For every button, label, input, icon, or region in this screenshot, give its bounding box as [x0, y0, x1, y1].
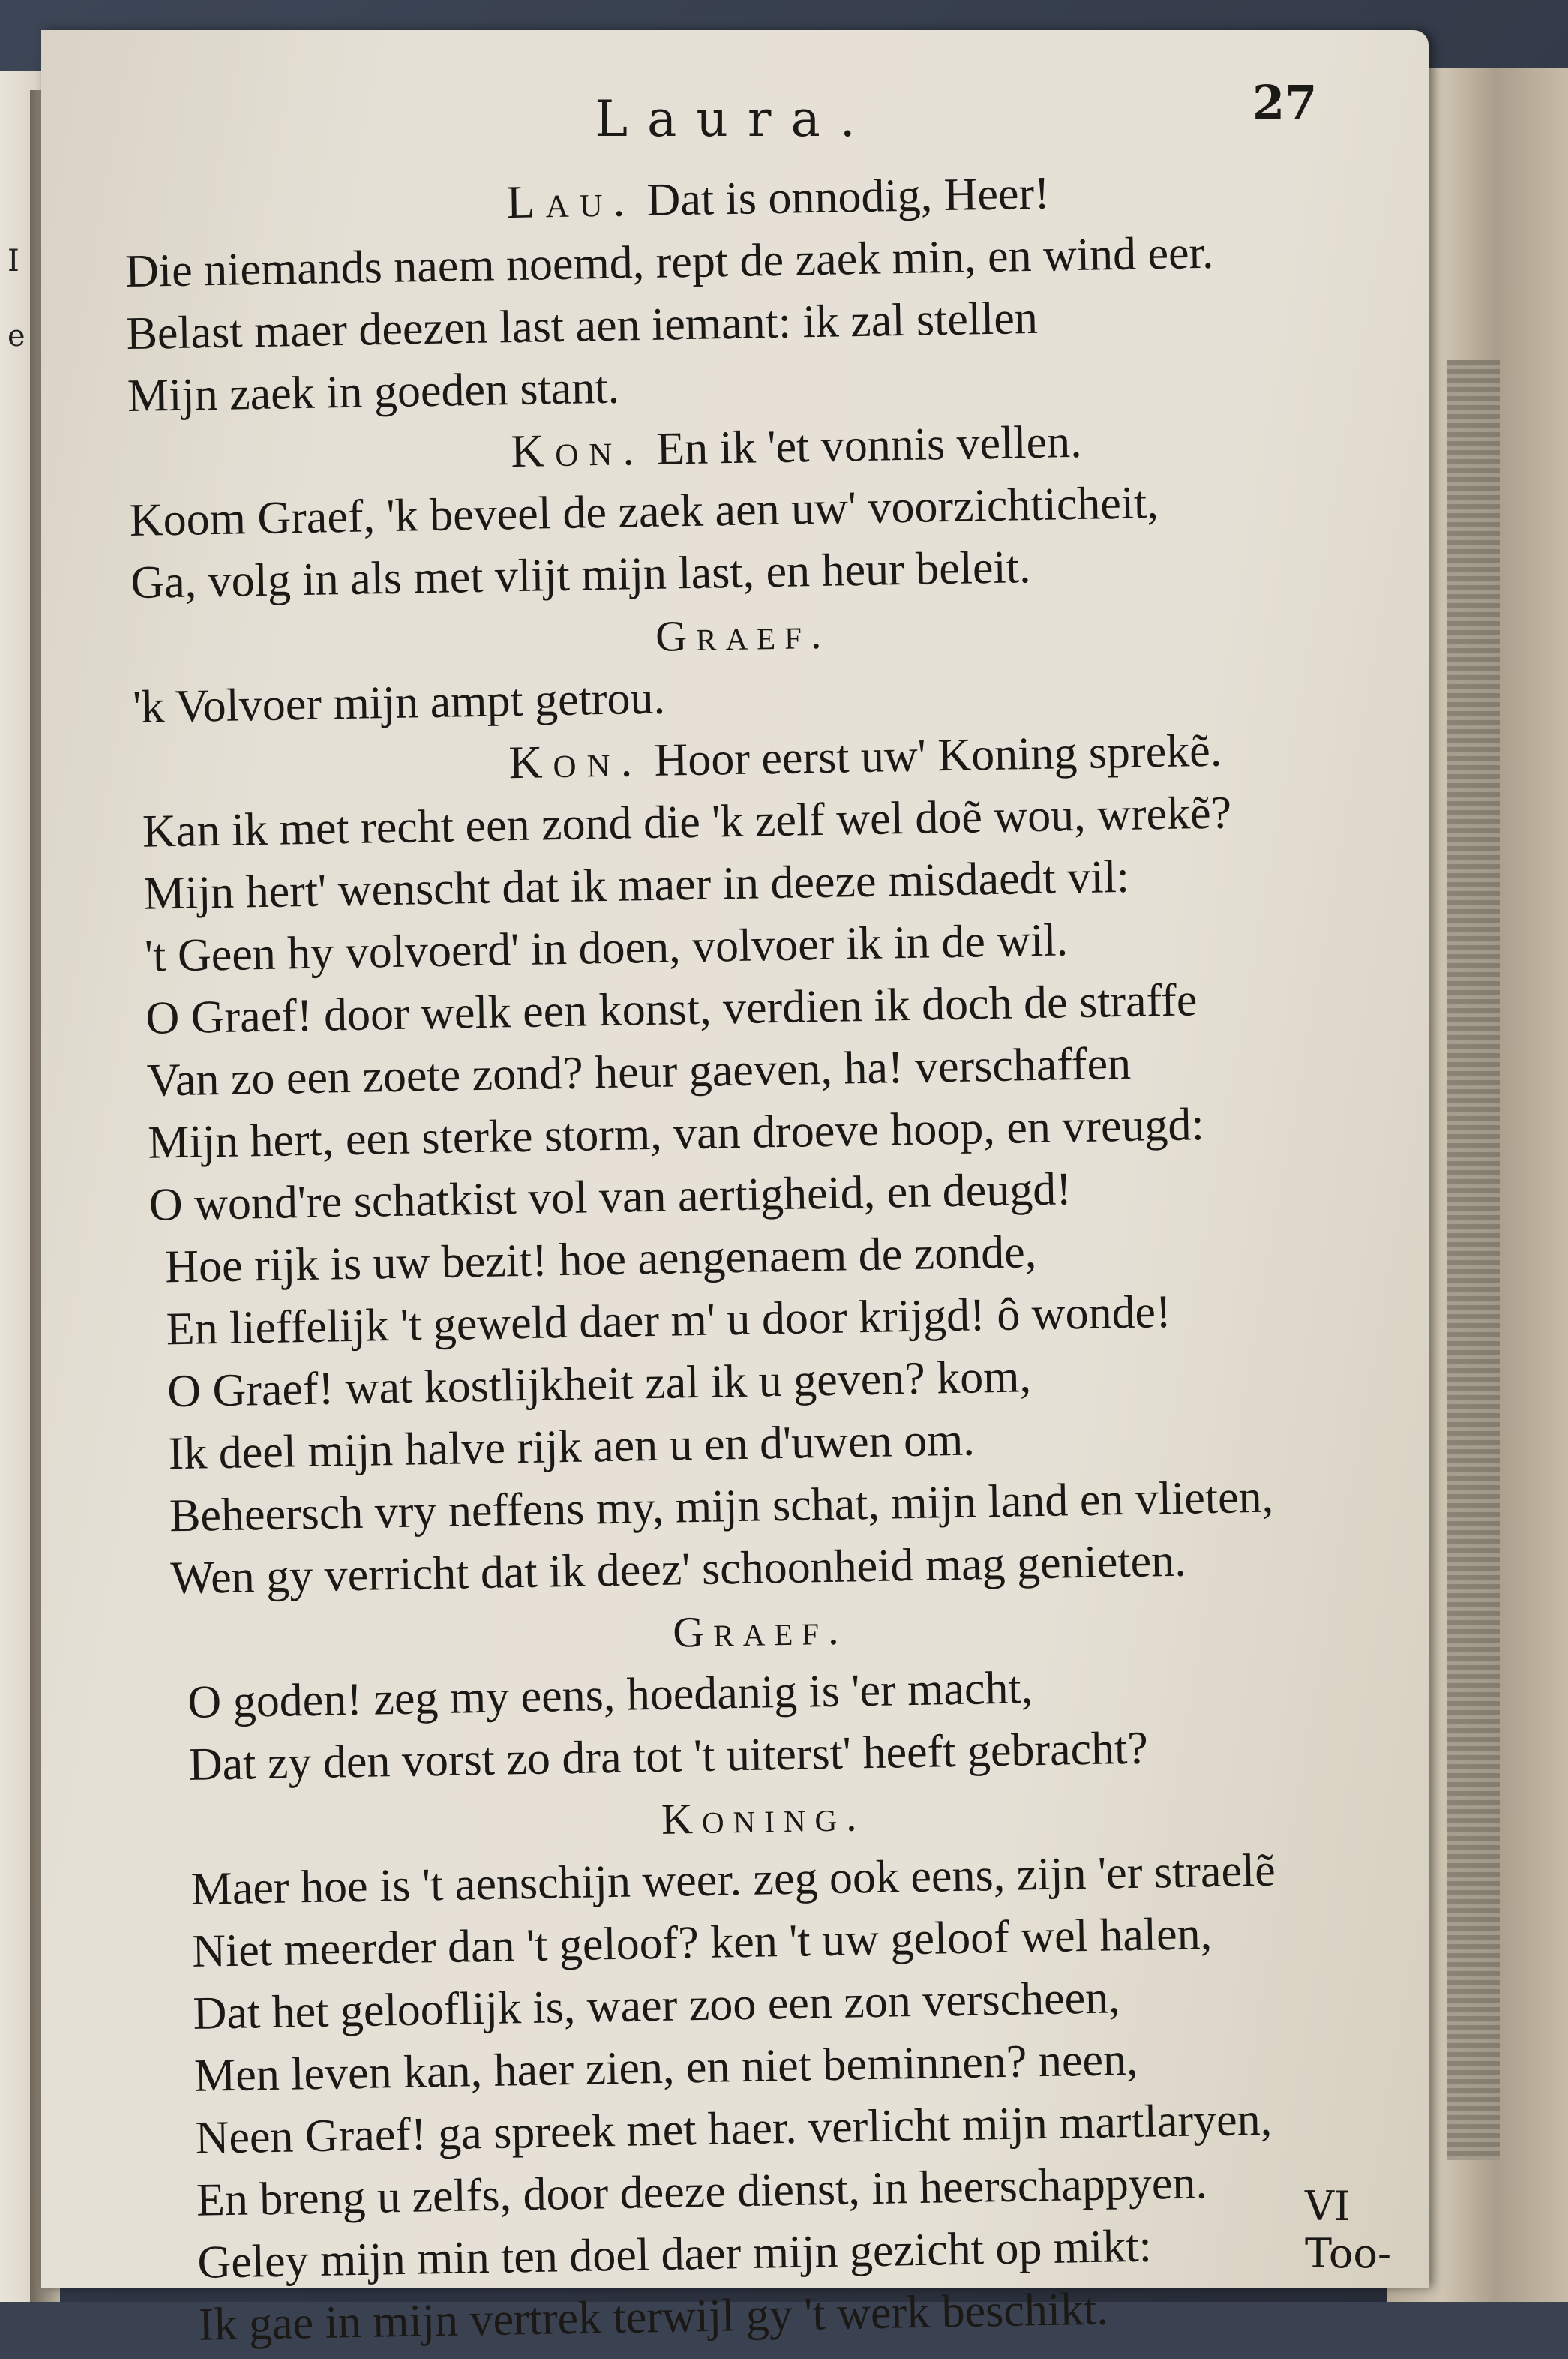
verse-line: Mijn hert' wenscht dat ik maer in deeze misdaedt vil: — [143, 851, 1130, 920]
verse-line: Ga, volg in als met vlijt mijn last, en heur beleit. — [130, 542, 1031, 608]
verse-line: En lieffelijk 't geweld daer m' u door krijgd! ô wonde! — [166, 1286, 1172, 1355]
prev-page-letter: e — [7, 319, 25, 353]
speaker-heading: Koning. — [661, 1791, 867, 1844]
verse-line: Geley mijn min ten doel daer mijn gezicht op mikt: — [196, 2220, 1153, 2288]
verse-line: O goden! zeg my eens, hoedanig is 'er macht, — [187, 1662, 1033, 1728]
verse-line: Ik deel mijn halve rijk aen u en d'uwen om. — [168, 1414, 976, 1480]
verse-line: Ik gae in mijn vertrek terwijl gy 't werk beschikt. — [198, 2283, 1109, 2351]
prev-page-letter: I — [7, 244, 19, 278]
verse-line: Neen Graef! ga spreek met haer. verlicht mijn martlaryen, — [195, 2093, 1273, 2164]
verse-line: Koom Graef, 'k beveel de zaek aen uw' voorzichticheit, — [129, 477, 1159, 547]
verse-line: 'k Volvoer mijn ampt getrou. — [132, 672, 666, 733]
verse-line: Hoe rijk is uw bezit! hoe aengenaem de zonde, — [164, 1226, 1037, 1293]
line-text: En ik 'et vonnis vellen. — [655, 416, 1083, 475]
verse-line: Van zo een zoete zond? heur gaeven, ha! verschaffen — [146, 1037, 1132, 1106]
speaker-label: Kon. — [510, 424, 646, 478]
verse-line: O Graef! wat kostlijkheit zal ik u geven? kom, — [166, 1351, 1032, 1418]
running-title: Laura. — [595, 90, 875, 148]
verse-line: O Graef! door welk een konst, verdien ik doch de straffe — [145, 974, 1198, 1044]
verse-line: Niet meerder dan 't geloof? ken 't uw geloof wel halen, — [191, 1908, 1213, 1977]
verse-line: Dat zy den vorst zo dra tot 't uiterst' heeft gebracht? — [188, 1722, 1149, 1790]
speaker-heading: Graef. — [655, 608, 831, 661]
catchword: VI Too- — [1305, 2183, 1392, 2277]
verse-line: 't Geen hy volvoerd' in doen, volvoer ik in de wil. — [144, 914, 1069, 982]
line-text: Dat is onnodig, Heer! — [646, 167, 1051, 226]
verse-line: Kan ik met recht een zond die 'k zelf wel doẽ wou, wrekẽ? — [142, 787, 1232, 857]
book-page — [41, 30, 1429, 2351]
verse-text — [41, 156, 1466, 2359]
verse-line: Belast maer deezen last aen iemant: ik zal stellen — [126, 292, 1039, 360]
verse-line: Mijn zaek in goeden stant. — [127, 362, 620, 422]
verse-line: Wen gy verricht dat ik deez' schoonheid mag genieten. — [169, 1535, 1187, 1604]
verse-line: Men leven kan, haer zien, en niet beminnen? neen, — [193, 2033, 1138, 2102]
verse-line: Die niemands naem noemd, rept de zaek min, en wind eer. — [124, 227, 1214, 298]
verse-line: En breng u zelfs, door deeze dienst, in heerschappyen. — [196, 2157, 1208, 2226]
speaker-heading: Graef. — [672, 1604, 849, 1657]
verse-line: Beheersch vry neffens my, mijn schat, mijn land en vlieten, — [169, 1471, 1274, 1542]
verse-line: Mijn hert, een sterke storm, van droeve hoop, en vreugd: — [147, 1099, 1205, 1169]
verse-line: Maer hoe is 't aenschijn weer. zeg ook eens, zijn 'er straelẽ — [190, 1844, 1276, 1915]
page-number: 27 — [1252, 75, 1318, 130]
speaker-label: Lau. — [506, 175, 636, 229]
speaker-label: Kon. — [508, 735, 643, 789]
verse-line: O wond're schatkist vol van aertigheid, en deugd! — [148, 1163, 1072, 1231]
verse-line: Dat het gelooflijk is, waer zoo een zon verscheen, — [193, 1972, 1121, 2039]
line-text: Hoor eerst uw' Koning sprekẽ. — [653, 725, 1222, 786]
